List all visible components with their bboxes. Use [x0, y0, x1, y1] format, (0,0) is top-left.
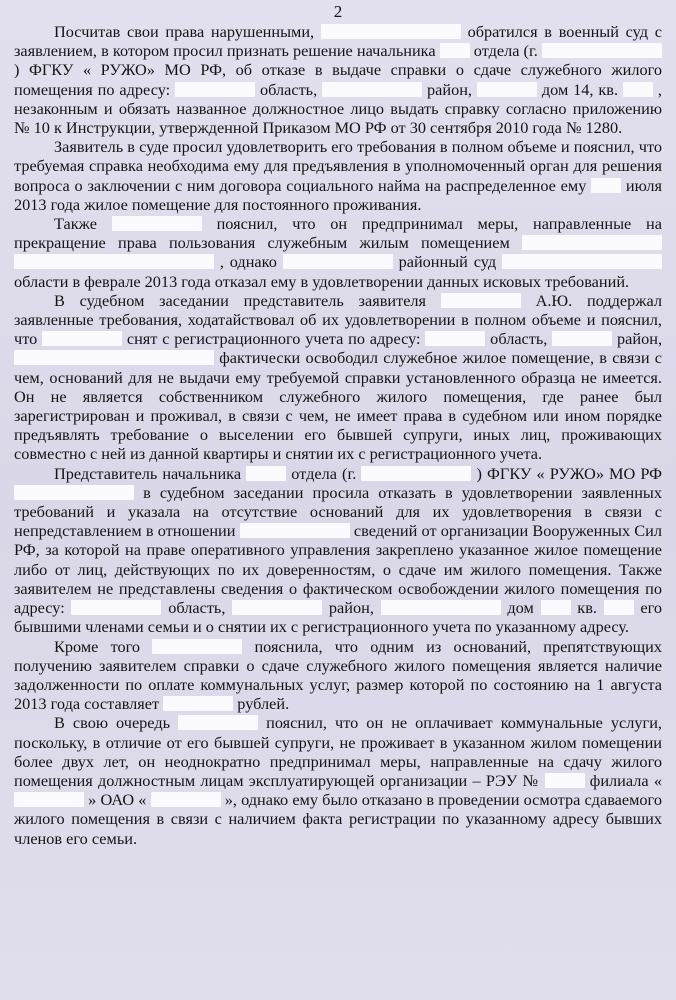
redaction	[246, 466, 286, 481]
redaction	[152, 639, 242, 654]
text-fragment: область,	[490, 329, 548, 349]
redaction	[14, 350, 214, 365]
redaction	[425, 331, 485, 346]
text-fragment: снят с регистрационного учета по адресу:	[126, 329, 421, 349]
text-fragment: в судебном заседании просила отказать в удовлетворении заявленных требований и указала на отсутствие оснований для их удовлетворения в связи с непредставлением в отношении	[14, 482, 663, 541]
text-fragment: отдела (г.	[473, 41, 538, 61]
redaction	[522, 235, 662, 250]
redaction	[178, 715, 258, 730]
redaction	[441, 293, 521, 308]
text-fragment: Также	[54, 214, 97, 234]
text-fragment: филиала «	[589, 770, 662, 790]
text-fragment: ) ФГКУ « РУЖО» МО РФ	[476, 463, 662, 483]
text-fragment: Заявитель в суде просил удовлетворить его требования в полном объеме и пояснил, что требуемая справка необходима ему для предъявления в уполномоченный орган для решения вопроса о заключении с ним договора социального найма на распределенное ему	[14, 137, 662, 195]
redaction	[502, 254, 662, 269]
redaction	[42, 331, 122, 346]
paragraph-2	[14, 137, 662, 214]
redaction	[112, 216, 202, 231]
redaction	[163, 696, 233, 711]
paragraph-5	[14, 464, 662, 637]
text-fragment: Кроме того	[54, 636, 141, 656]
redaction	[381, 600, 501, 615]
page-number: 2	[333, 2, 343, 21]
text-fragment: дом 14, кв.	[541, 79, 619, 99]
redaction	[591, 178, 621, 193]
text-fragment: пояснила, что одним из оснований, препятствующих получению заявителем справки о сдаче служебного жилого помещения является наличие задолженности по оплате коммунальных услуг, размер которой по состоянию на 1 августа 2013 года составляет	[14, 636, 662, 714]
text-fragment: , незаконным и обязать названное должностное лицо выдать справку согласно приложению № 10 к Инструкции, утвержденной Приказом МО РФ от 30 сентября 2010 года № 1280.	[14, 79, 662, 138]
redaction	[542, 43, 662, 58]
redaction	[283, 254, 393, 269]
text-fragment: рублей.	[237, 694, 290, 714]
redaction	[14, 792, 84, 807]
text-fragment: кв.	[577, 598, 597, 618]
text-fragment: область,	[259, 79, 318, 99]
text-fragment: отдела (г.	[291, 463, 357, 483]
redaction	[604, 600, 634, 615]
text-fragment: » ОАО «	[88, 790, 147, 810]
redaction	[552, 331, 612, 346]
text-fragment: его бывшими членами семьи и о снятии их с регистрационного учета по указанному адресу.	[14, 598, 663, 637]
redaction	[361, 466, 471, 481]
text-fragment: дом	[507, 598, 534, 618]
redaction	[14, 485, 134, 500]
text-fragment: июля 2013 года жилое помещение для постоянного проживания.	[14, 175, 662, 214]
redaction	[175, 82, 255, 97]
redaction	[545, 773, 585, 788]
text-fragment: А.Ю. поддержал заявленные требования, ходатайствовал об их удовлетворении в полном объеме и пояснил, что	[14, 290, 662, 349]
text-fragment: район,	[427, 79, 473, 99]
paragraph-1	[14, 22, 662, 137]
text-fragment: район,	[328, 598, 374, 618]
text-fragment: пояснил, что он предпринимал меры, направленные на прекращение права пользования служебным жилым помещением	[14, 214, 662, 253]
redaction	[440, 43, 470, 58]
redaction	[151, 792, 221, 807]
redaction	[477, 82, 537, 97]
text-fragment: Посчитав свои права нарушенными,	[54, 22, 315, 41]
redaction	[71, 600, 161, 615]
paragraph-4	[14, 291, 662, 464]
redaction	[232, 600, 322, 615]
redaction	[322, 82, 422, 97]
text-fragment: область,	[168, 598, 226, 618]
paragraph-6	[14, 637, 662, 714]
redaction	[541, 600, 571, 615]
text-fragment: пояснил, что он не оплачивает коммунальные услуги, поскольку, в отличие от его бывшей супруги, не проживает в указанном жилом помещении более двух лет, он неоднократно предпринимал меры, направленные на сдачу жилого помещения должностным лицам эксплуатирующей организации – РЭУ №	[14, 713, 662, 790]
text-fragment: области в феврале 2013 года отказал ему в удовлетворении данных исковых требований.	[14, 271, 630, 291]
text-fragment: , однако	[219, 252, 277, 272]
text-fragment: фактически освободил служебное жилое помещение, в связи с чем, оснований для не выдачи ему требуемой справки установленного образца не имеется. Он не является собственником служебного жилого помещения, где ранее был зарегистрирован и проживал, в связи с чем, не имеет права в судебном или ином порядке предъявлять требование о выселении его бывшей супруги, иных лиц, проживающих совместно с ней из данной квартиры и снятии их с регистрационного учета.	[14, 348, 662, 464]
text-fragment: районный суд	[398, 252, 497, 272]
text-fragment: В судебном заседании представитель заявителя	[54, 290, 427, 310]
text-fragment: район,	[617, 329, 663, 349]
paragraph-3	[14, 214, 662, 291]
text-fragment: », однако ему было отказано в проведении осмотра сдаваемого жилого помещения в связи с наличием факта регистрации по указанному адресу бывших членов его семьи.	[14, 790, 662, 848]
paragraph-7	[14, 713, 662, 847]
text-fragment: обратился в военный суд с заявлением, в котором просил признать решение начальника	[14, 22, 662, 61]
text-fragment: ) ФГКУ « РУЖО» МО РФ, об отказе в выдаче справки о сдаче служебного жилого помещения по адресу:	[14, 60, 662, 99]
text-fragment: Представитель начальника	[54, 463, 242, 483]
redaction	[14, 254, 214, 269]
redaction	[240, 523, 350, 538]
redaction	[321, 24, 461, 39]
text-fragment: сведений от организации Вооруженных Сил РФ, за которой на праве оперативного управления закреплено указанное жилое помещение либо от лиц, действующих по их доверенностям, о сдаче им жилого помещения. Также заявителем не представлены сведения о фактическом освобождении жилого помещения по адресу:	[14, 521, 662, 618]
text-fragment: В свою очередь	[54, 713, 171, 733]
redaction	[623, 82, 653, 97]
